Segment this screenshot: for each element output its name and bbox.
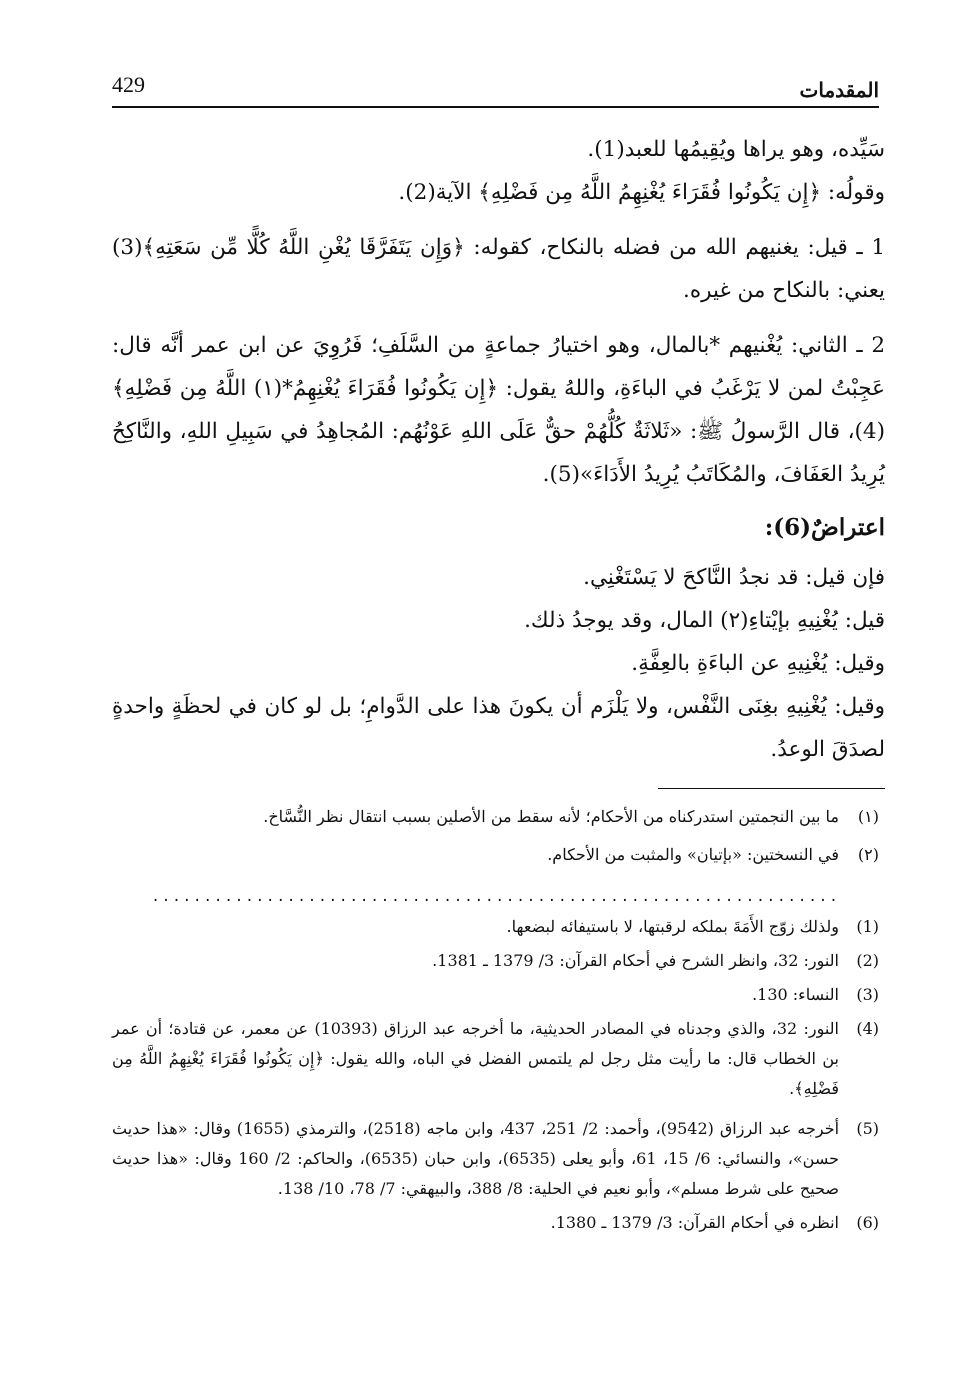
footnote-number: (2) [856,951,879,970]
footnote [112,1114,879,1204]
footnote [112,1208,879,1238]
footnote-text: النور: 32، وانظر الشرح في أحكام القرآن: 3/ 1379 ـ 1381. [432,951,839,970]
editor-note [112,802,879,832]
paragraph: قيل: يُغْنِيهِ بإيْتاءِ(٢) المال، وقد يوجدُ ذلك. [524,608,885,633]
page-header [112,72,879,106]
footnotes [112,912,879,1238]
footnote-number: (١) [857,807,879,826]
footnote-text: النور: 32، والذي وجدناه في المصادر الحديثية، ما أخرجه عبد الرزاق (10393) عن معمر، عن قتادة؛ أن عمر بن الخطاب قال: ما رأيت مثل رجل لم يلتمس الفضل في الباه، والله يقول: ﴿إِن يَكُونُوا فُقَرَاءَ يُغْنِهِمُ اللَّهُ مِن فَضْلِهِ﴾. [112,1019,839,1098]
paragraph: وقيل: يُغْنِيهِ بغِنَى النَّفْس، ولا يَلْزَم أن يكونَ هذا على الدَّوامِ؛ بل لو كان في لحظَةٍ واحدةٍ لصدَقَ الوعدُ. [112,694,885,762]
paragraph: فإن قيل: قد نجدُ النَّاكحَ لا يَسْتَغْنِي. [583,565,885,590]
footnote-text: ولذلك زوّج الأَمَةَ بملكه لرقبتها، لا باستيفائه لبضعها. [506,917,839,936]
footnote [112,946,879,976]
footnote [112,980,879,1010]
editor-notes [112,802,879,870]
footnote [112,1014,879,1104]
footnote-number: (3) [856,985,879,1004]
footnote [112,912,879,942]
paragraph: 1 ـ قيل: يغنيهم الله من فضله بالنكاح، كقوله: ﴿وَإِن يَتَفَرَّقَا يُغْنِ اللَّهُ كُلًّا مِّن سَعَتِهِ﴾(3) يعني: بالنكاح من غيره. [112,235,885,303]
footnote-number: (6) [856,1213,879,1232]
editor-note [112,840,879,870]
footnote-text: أخرجه عبد الرزاق (9542)، وأحمد: 2/ 251، 437، وابن ماجه (2518)، والترمذي (1655) وقال: «هذا حديث حسن»، والنسائي: 6/ 15، 61، وأبو يعلى (6535)، وابن حبان (6535)، والحاكم: 2/ 160 وقال: «هذا حديث صحيح على شرط مسلم»، وأبو نعيم في الحلية: 8/ 388، والبيهقي: 7/ 78، 10/ 138. [112,1119,840,1198]
paragraph: وقولُه: ﴿إِن يَكُونُوا فُقَرَاءَ يُغْنِهِمُ اللَّهُ مِن فَضْلِهِ﴾ الآية(2). [398,180,885,205]
page-number: 429 [112,72,145,97]
paragraph: 2 ـ الثاني: يُغْنيهم *بالمال، وهو اختيارُ جماعةٍ من السَّلَفِ؛ فَرُوِيَ عن ابن عمر أنَّه قال: عَجِبْتُ لمن لا يَرْغَبُ في الباءَةِ، واللهُ يقول: ﴿إِن يَكُونُوا فُقَرَاءَ يُغْنِهِمُ*(١) اللَّهُ مِن فَضْلِهِ﴾(4)، قال الرَّسولُ ﷺ: «ثَلاثَةٌ كُلُّهُمْ حقٌّ عَلَى اللهِ عَوْنُهُم: المُجاهِدُ في سَبِيلِ اللهِ، والنَّاكِحُ يُرِيدُ العَفَافَ، والمُكَاتَبُ يُرِيدُ الأَدَاءَ»(5). [112,333,885,487]
main-text [112,128,885,771]
paragraph: سَيِّده، وهو يراها ويُقِيمُها للعبد(1). [587,137,885,162]
footnote-text: النساء: 130. [752,985,839,1004]
section-heading: اعتراضٌ(6): [764,514,885,541]
footnote-separator: .................................................................. [151,889,840,905]
footnote-number: (4) [856,1019,879,1038]
header-rule [112,106,879,108]
footnote-text: انظره في أحكام القرآن: 3/ 1379 ـ 1380. [550,1213,839,1232]
footnote-number: (5) [856,1119,879,1138]
footnote-text: ما بين النجمتين استدركناه من الأحكام؛ لأنه سقط من الأصلين بسبب انتقال نظر النُّسَّاخ. [263,807,839,826]
paragraph: وقيل: يُغْنِيهِ عن الباءَةِ بالعِفَّةِ. [631,651,885,676]
running-title: المقدمات [799,78,879,102]
footnote-number: (1) [856,917,879,936]
footnote-rule [658,788,885,789]
footnote-text: في النسختين: «بإتيان» والمثبت من الأحكام. [547,845,839,864]
footnote-number: (٢) [857,845,879,864]
